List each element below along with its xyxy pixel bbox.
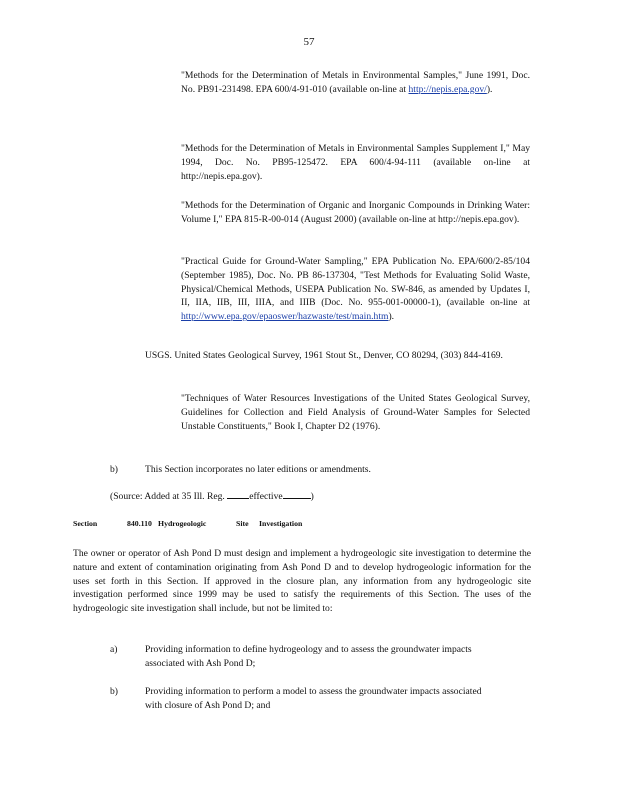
reference-groundwater-sampling (181, 255, 530, 324)
list-item-label: b) (110, 686, 118, 697)
reference-text: "Methods for the Determination of Metals in Environmental Samples," June 1991, Doc. No. PB91-231498. EPA 600/4-91-010 (available on-line at (181, 70, 530, 95)
reference-tail: ). (486, 83, 493, 95)
reference-link[interactable]: http://nepis.epa.gov/ (408, 83, 487, 95)
reference-tail: ). (513, 213, 520, 225)
usgs-address: USGS. United States Geological Survey, 1961 Stout St., Denver, CO 80294, (303) 844-4169. (145, 350, 503, 361)
blank-line (227, 490, 249, 499)
blank-line (283, 490, 311, 499)
section-number: 840.110 (127, 519, 152, 528)
list-item-text: Providing information to perform a model to assess the groundwater impacts associated with closure of Ash Pond D; and (145, 686, 482, 711)
item-label: b) (110, 464, 118, 475)
reference-text: "Methods for the Determination of Metals in Environmental Samples Supplement I," May 1994, Doc. No. PB95-125472. EPA 600/4-94-111 (available on-line at http://nepis.epa.gov). (181, 143, 530, 182)
list-item-label: a) (110, 644, 118, 655)
reference-link[interactable]: http://www.epa.gov/epaoswer/hazwaste/test/main.htm (181, 311, 389, 323)
source-line (110, 490, 314, 504)
reference-tail: ). (388, 311, 395, 323)
reference-organic-inorganic (181, 199, 530, 227)
list-item-text: Providing information to define hydrogeology and to assess the groundwater impacts associated with Ash Pond D; (145, 644, 472, 669)
page-number: 57 (303, 36, 315, 48)
source-suffix: ) (310, 491, 314, 502)
source-effective: effective (249, 491, 283, 502)
section-label: Section (73, 519, 98, 528)
section-title-3: Investigation (259, 519, 303, 528)
section-body: The owner or operator of Ash Pond D must design and implement a hydrogeologic site investigation to determine the nature and extent of contamination originating from Ash Pond D and to develop hydrogeologic information for the uses set forth in this Section. If approved in the closure plan, any information from any hydrogeologic site investigation performed since 1999 may be used to satisfy the requirements of this Section. The uses of the hydrogeologic site investigation shall include, but not be limited to: (73, 548, 531, 615)
reference-usgs-techniques: "Techniques of Water Resources Investigations of the United States Geological Survey, Guidelines for Collection and Field Analysis of Ground-Water Samples for Selected Unstable Constituents," Book I, Chapter D2 (1976). (181, 393, 530, 432)
reference-metals-supplement (181, 142, 530, 183)
reference-text: "Methods for the Determination of Organic and Inorganic Compounds in Drinking Water: Volume I," EPA 815-R-00-014 (August 2000) (available on-line at http://nepis.epa.gov (181, 200, 530, 225)
item-text: This Section incorporates no later editions or amendments. (145, 464, 371, 475)
section-title-1: Hydrogeologic (158, 519, 207, 528)
reference-metals-1991 (181, 69, 530, 97)
section-title-2: Site (236, 519, 249, 528)
reference-text: "Practical Guide for Ground-Water Sampling," EPA Publication No. EPA/600/2-85/104 (September 1985), Doc. No. PB 86-137304, "Test Methods for Evaluating Solid Waste, Physical/Chemical Methods, USEPA Publication No. SW-846, as amended by Updates I, II, IIA, IIB, III, IIIA, and IIIB (Doc. No. 955-001-00000-1), (available on-line at (181, 256, 530, 309)
source-prefix: (Source: Added at 35 Ill. Reg. (110, 491, 225, 502)
